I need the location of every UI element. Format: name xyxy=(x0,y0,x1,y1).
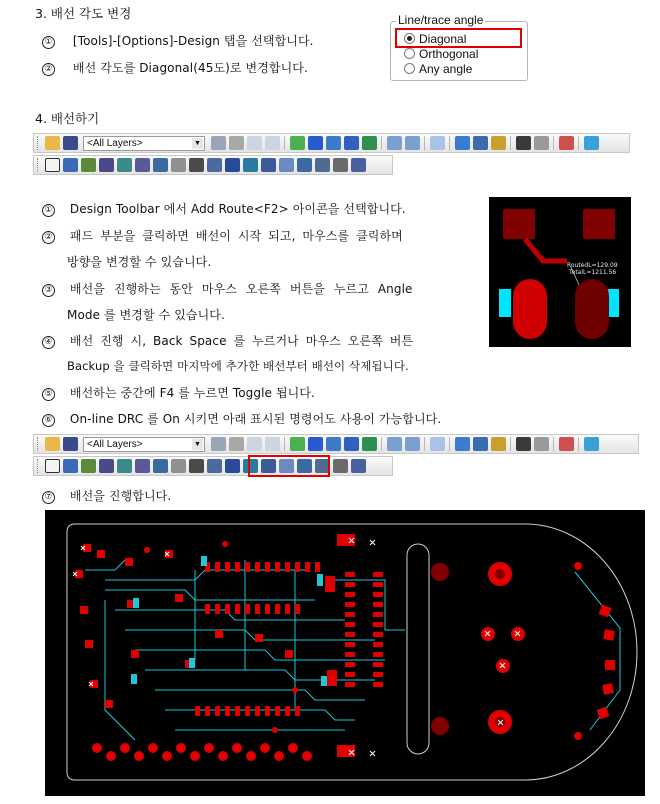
select-arrow-icon[interactable] xyxy=(45,459,60,473)
step-text: 배선하는 중간에 F4 를 누르면 Toggle 됩니다. xyxy=(69,386,315,400)
dynamic-route-icon[interactable] xyxy=(99,158,114,172)
undo-icon[interactable] xyxy=(387,136,402,150)
edge-connector-pads xyxy=(597,605,615,720)
refresh-icon[interactable] xyxy=(229,437,244,451)
pour-icon[interactable] xyxy=(473,136,488,150)
drafting-toolbar-icon[interactable] xyxy=(326,437,341,451)
zoom-icon[interactable] xyxy=(430,437,445,451)
route-toolbar-icon[interactable] xyxy=(290,437,305,451)
add-route-icon[interactable] xyxy=(81,158,96,172)
sketch-route-icon[interactable] xyxy=(117,158,132,172)
section-4-step-6 xyxy=(42,410,441,427)
zoom-previous-icon[interactable] xyxy=(265,136,280,150)
radio-diagonal[interactable] xyxy=(404,31,466,46)
toolbar-grip[interactable] xyxy=(37,459,40,473)
report-icon[interactable] xyxy=(351,459,366,473)
step-text: 배선을 진행하는 동안 마우스 오른쪽 버튼을 누르고 Angle xyxy=(69,282,413,296)
section-4-step-2-cont: 방향을 변경할 수 있습니다. xyxy=(67,255,212,269)
radio-any-angle[interactable] xyxy=(404,61,472,76)
route-preview-graphic xyxy=(489,197,631,347)
section-4-step-3 xyxy=(42,280,482,297)
step-number: ① xyxy=(42,204,55,217)
session-log-icon[interactable] xyxy=(534,437,549,451)
split-icon[interactable] xyxy=(207,459,222,473)
test-point-icon[interactable] xyxy=(333,459,348,473)
radio-selected-icon xyxy=(404,33,415,44)
zoom-board-icon[interactable] xyxy=(247,437,262,451)
step-number: ④ xyxy=(42,336,55,349)
save-icon[interactable] xyxy=(63,136,78,150)
step-text: 배선 진행 시, Back Space 를 누르거나 마우스 오른쪽 버튼 xyxy=(69,334,414,348)
vias xyxy=(92,541,312,761)
chevron-down-icon: ▼ xyxy=(192,439,203,450)
pour-icon[interactable] xyxy=(473,437,488,451)
stretch-icon[interactable] xyxy=(243,158,258,172)
step-text: Design Toolbar 에서 Add Route<F2> 아이콘을 선택합니다. xyxy=(69,202,406,216)
brush-icon[interactable] xyxy=(491,437,506,451)
step-number: ① xyxy=(42,36,55,49)
section-4-step-5 xyxy=(42,384,315,401)
autoroute-icon[interactable] xyxy=(135,158,150,172)
autoroute-icon[interactable] xyxy=(135,459,150,473)
step-number: ② xyxy=(42,231,55,244)
jumper-icon[interactable] xyxy=(315,158,330,172)
dynamic-route-icon[interactable] xyxy=(99,459,114,473)
brush-icon[interactable] xyxy=(491,136,506,150)
bus-route-icon[interactable] xyxy=(153,158,168,172)
router-link-icon[interactable] xyxy=(584,136,599,150)
mounting-pads xyxy=(431,562,582,740)
drafting-toolbar-icon[interactable] xyxy=(326,136,341,150)
pcb-board-graphic xyxy=(45,510,645,796)
dimension-icon[interactable] xyxy=(344,437,359,451)
save-icon[interactable] xyxy=(63,437,78,451)
open-icon[interactable] xyxy=(45,136,60,150)
properties-icon[interactable] xyxy=(211,437,226,451)
section-3-step-2 xyxy=(42,59,308,76)
bus-route-icon[interactable] xyxy=(153,459,168,473)
section-4-step-4-cont: Backup 을 클릭하면 마지막에 추가한 배선부터 배선이 삭제됩니다. xyxy=(67,359,409,373)
ecodes-icon[interactable] xyxy=(362,136,377,150)
pcb-board-view xyxy=(45,510,645,796)
zoom-board-icon[interactable] xyxy=(247,136,262,150)
routed-length-readout: RoutedL=129.09 xyxy=(567,262,618,269)
step-text: 배선 각도를 Diagonal(45도)로 변경합니다. xyxy=(72,61,308,75)
verify-icon[interactable] xyxy=(455,136,470,150)
radio-label: Diagonal xyxy=(419,31,467,46)
refresh-icon[interactable] xyxy=(229,136,244,150)
chevron-down-icon: ▼ xyxy=(192,138,203,149)
dimension-icon[interactable] xyxy=(344,136,359,150)
sketch-route-icon[interactable] xyxy=(117,459,132,473)
toolbar-grip[interactable] xyxy=(37,437,40,451)
move-icon[interactable] xyxy=(63,459,78,473)
section-4-step-7 xyxy=(42,487,171,504)
add-route-icon[interactable] xyxy=(81,459,96,473)
radio-orthogonal[interactable] xyxy=(404,46,478,61)
add-corner-icon[interactable] xyxy=(189,158,204,172)
section-4-step-3-cont: Mode 를 변경할 수 있습니다. xyxy=(67,308,225,322)
component-bodies xyxy=(131,556,327,686)
oval-pad-right xyxy=(575,279,609,339)
radio-unselected-icon xyxy=(404,63,415,74)
standard-toolbar xyxy=(33,133,630,153)
macro-icon[interactable] xyxy=(559,136,574,150)
total-length-readout: TotalL=1211.56 xyxy=(569,269,617,276)
zoom-icon[interactable] xyxy=(430,136,445,150)
oval-pad-left xyxy=(513,279,547,339)
layer-combo[interactable]: <All Layers> ▼ xyxy=(83,437,205,452)
radio-label: Any angle xyxy=(419,61,473,76)
smd-pads xyxy=(75,534,383,757)
cyan-pad-left xyxy=(499,289,511,317)
move-icon[interactable] xyxy=(63,158,78,172)
section-4-step-1 xyxy=(42,200,482,217)
step-text: 배선을 진행합니다. xyxy=(69,489,172,503)
step-number: ⑦ xyxy=(42,491,55,504)
ecodes-icon[interactable] xyxy=(362,437,377,451)
design-toolbar xyxy=(33,155,393,175)
accordion-icon[interactable] xyxy=(279,158,294,172)
step-text: On-line DRC 를 On 시키면 아래 표시된 명령어도 사용이 가능합니다. xyxy=(69,412,442,426)
section-3-step-1 xyxy=(42,32,314,49)
redo-icon[interactable] xyxy=(405,437,420,451)
pad-top-right xyxy=(583,209,615,239)
line-trace-angle-title: Line/trace angle xyxy=(398,13,484,27)
board-slot xyxy=(407,544,429,754)
drc-commands-highlight-box xyxy=(248,455,330,477)
toolbar-grip[interactable] xyxy=(37,136,40,150)
select-arrow-icon[interactable] xyxy=(45,158,60,172)
design-toolbar-icon[interactable] xyxy=(308,136,323,150)
step-number: ② xyxy=(42,63,55,76)
toolbar-grip[interactable] xyxy=(37,158,40,172)
standard-toolbar-2 xyxy=(33,434,639,454)
report-icon[interactable] xyxy=(351,158,366,172)
online-drc-icon[interactable] xyxy=(516,437,531,451)
section-4-heading: 4. 배선하기 xyxy=(35,111,100,126)
tuning-icon[interactable] xyxy=(297,158,312,172)
step-text: [Tools]-[Options]-Design 탭을 선택합니다. xyxy=(72,34,314,48)
zoom-previous-icon[interactable] xyxy=(265,437,280,451)
unroute-icon[interactable] xyxy=(171,459,186,473)
open-icon[interactable] xyxy=(45,437,60,451)
add-miters-icon[interactable] xyxy=(225,158,240,172)
design-toolbar-icon[interactable] xyxy=(308,437,323,451)
step-number: ⑤ xyxy=(42,388,55,401)
verify-icon[interactable] xyxy=(455,437,470,451)
design-toolbar-2 xyxy=(33,456,393,476)
properties-icon[interactable] xyxy=(211,136,226,150)
step-number: ③ xyxy=(42,284,55,297)
length-icon[interactable] xyxy=(261,158,276,172)
radio-label: Orthogonal xyxy=(419,46,479,61)
online-drc-icon[interactable] xyxy=(516,136,531,150)
unroute-icon[interactable] xyxy=(171,158,186,172)
add-miters-icon[interactable] xyxy=(225,459,240,473)
route-toolbar-icon[interactable] xyxy=(290,136,305,150)
router-link-icon[interactable] xyxy=(584,437,599,451)
layer-combo[interactable]: <All Layers> ▼ xyxy=(83,136,205,151)
test-point-icon[interactable] xyxy=(333,158,348,172)
redo-icon[interactable] xyxy=(405,136,420,150)
section-3-heading: 3. 배선 각도 변경 xyxy=(35,6,132,21)
step-number: ⑥ xyxy=(42,414,55,427)
session-log-icon[interactable] xyxy=(534,136,549,150)
macro-icon[interactable] xyxy=(559,437,574,451)
step-text: 패드 부분을 클릭하면 배선이 시작 되고, 마우스를 클릭하며 xyxy=(69,229,403,243)
pad-top-left xyxy=(503,209,535,239)
route-preview-image xyxy=(489,197,631,347)
radio-unselected-icon xyxy=(404,48,415,59)
add-corner-icon[interactable] xyxy=(189,459,204,473)
section-4-step-2 xyxy=(42,227,482,244)
section-4-step-4 xyxy=(42,332,482,349)
split-icon[interactable] xyxy=(207,158,222,172)
undo-icon[interactable] xyxy=(387,437,402,451)
routed-trace xyxy=(525,239,567,261)
